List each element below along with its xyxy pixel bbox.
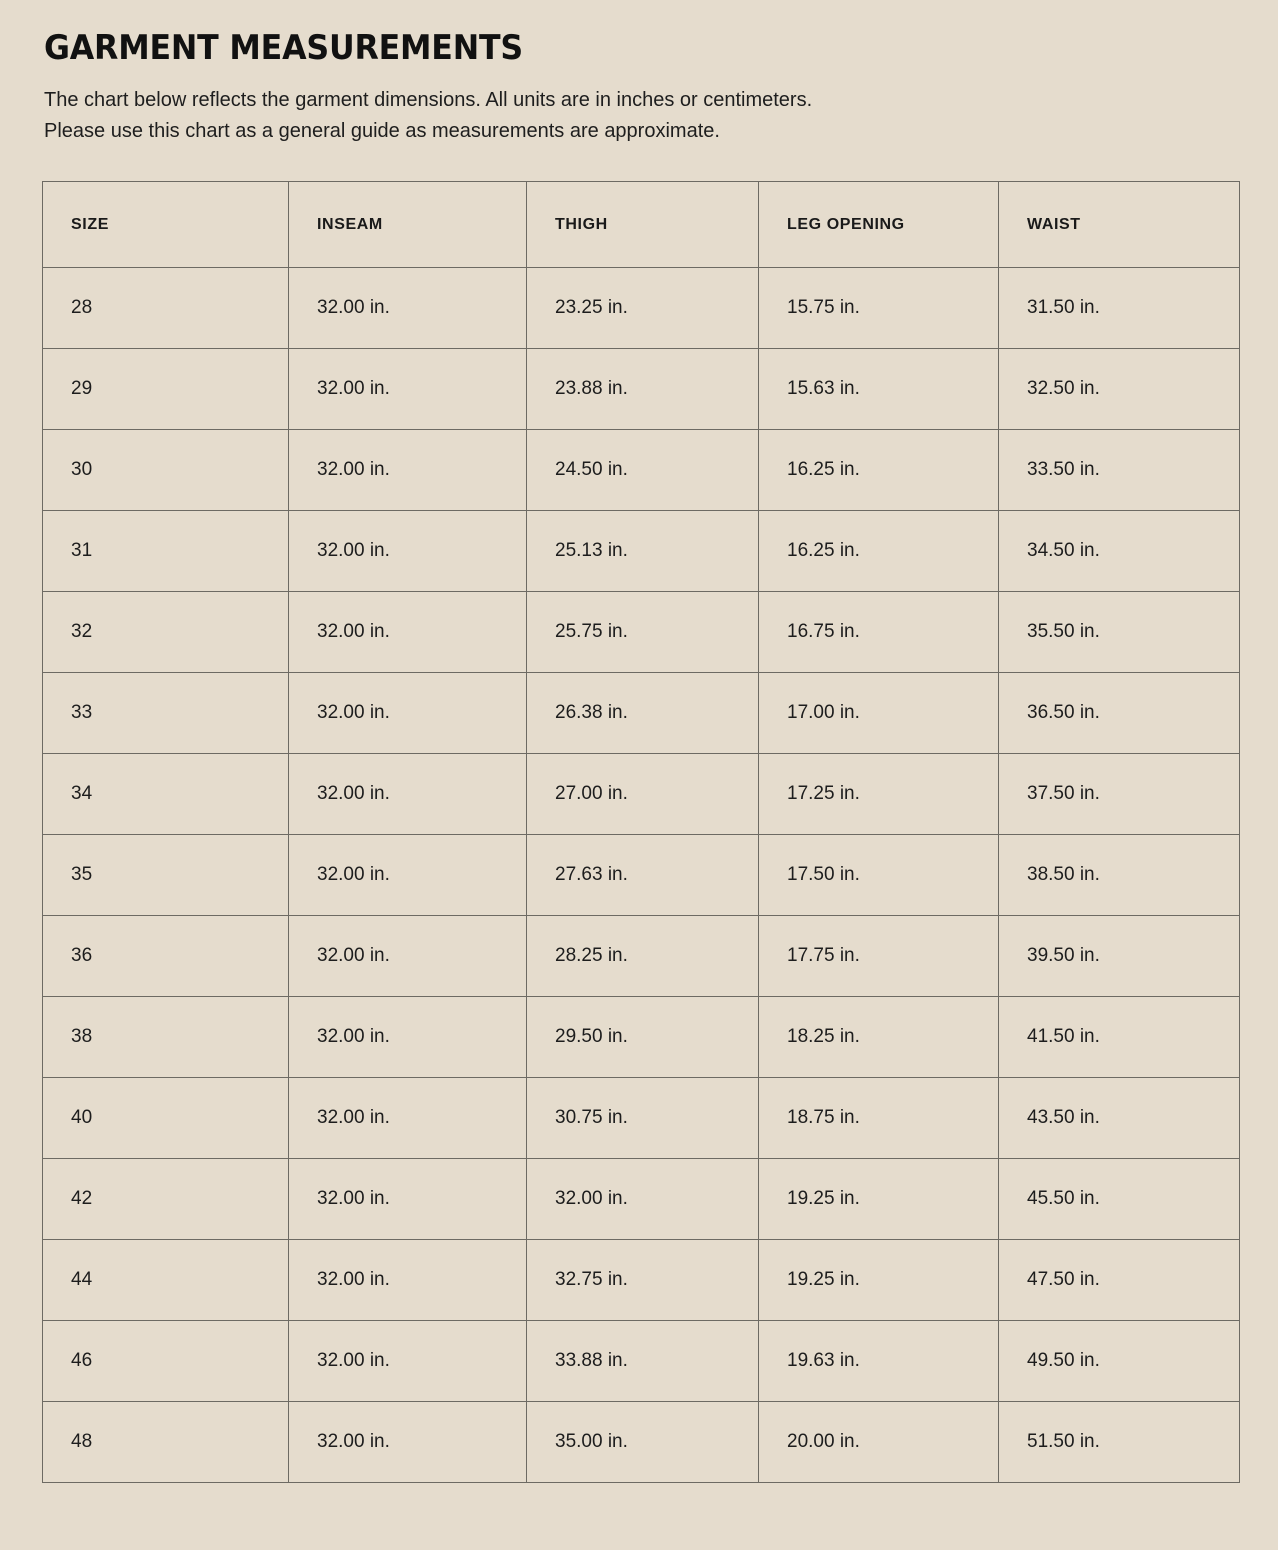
cell-leg-opening: 19.25 in. xyxy=(759,1159,999,1240)
table-header xyxy=(43,182,1240,268)
table-row xyxy=(43,1240,1240,1321)
cell-size: 29 xyxy=(43,349,289,430)
cell-inseam: 32.00 in. xyxy=(289,754,527,835)
table-row xyxy=(43,1078,1240,1159)
intro-text xyxy=(44,85,1174,147)
cell-inseam: 32.00 in. xyxy=(289,430,527,511)
cell-waist: 38.50 in. xyxy=(999,835,1240,916)
cell-leg-opening: 16.75 in. xyxy=(759,592,999,673)
intro-line-2: Please use this chart as a general guide as measurements are approximate. xyxy=(44,120,720,143)
cell-leg-opening: 18.25 in. xyxy=(759,997,999,1078)
page-title: GARMENT MEASUREMENTS xyxy=(44,28,523,68)
cell-size: 34 xyxy=(43,754,289,835)
cell-waist: 45.50 in. xyxy=(999,1159,1240,1240)
cell-waist: 36.50 in. xyxy=(999,673,1240,754)
table-row xyxy=(43,835,1240,916)
cell-thigh: 23.88 in. xyxy=(527,349,759,430)
cell-size: 32 xyxy=(43,592,289,673)
cell-waist: 35.50 in. xyxy=(999,592,1240,673)
cell-leg-opening: 18.75 in. xyxy=(759,1078,999,1159)
cell-leg-opening: 16.25 in. xyxy=(759,430,999,511)
cell-size: 44 xyxy=(43,1240,289,1321)
cell-waist: 41.50 in. xyxy=(999,997,1240,1078)
cell-waist: 51.50 in. xyxy=(999,1402,1240,1483)
cell-thigh: 33.88 in. xyxy=(527,1321,759,1402)
table-row xyxy=(43,268,1240,349)
cell-thigh: 35.00 in. xyxy=(527,1402,759,1483)
cell-inseam: 32.00 in. xyxy=(289,916,527,997)
cell-leg-opening: 16.25 in. xyxy=(759,511,999,592)
cell-waist: 34.50 in. xyxy=(999,511,1240,592)
cell-thigh: 32.75 in. xyxy=(527,1240,759,1321)
cell-waist: 37.50 in. xyxy=(999,754,1240,835)
cell-thigh: 27.00 in. xyxy=(527,754,759,835)
cell-inseam: 32.00 in. xyxy=(289,1159,527,1240)
cell-leg-opening: 17.25 in. xyxy=(759,754,999,835)
cell-inseam: 32.00 in. xyxy=(289,835,527,916)
cell-size: 42 xyxy=(43,1159,289,1240)
cell-inseam: 32.00 in. xyxy=(289,268,527,349)
cell-inseam: 32.00 in. xyxy=(289,997,527,1078)
table-row xyxy=(43,673,1240,754)
table-body xyxy=(43,268,1240,1483)
cell-size: 36 xyxy=(43,916,289,997)
cell-waist: 49.50 in. xyxy=(999,1321,1240,1402)
table-row xyxy=(43,430,1240,511)
cell-waist: 33.50 in. xyxy=(999,430,1240,511)
cell-waist: 43.50 in. xyxy=(999,1078,1240,1159)
cell-size: 35 xyxy=(43,835,289,916)
table-row xyxy=(43,1402,1240,1483)
cell-thigh: 28.25 in. xyxy=(527,916,759,997)
table-row xyxy=(43,1159,1240,1240)
column-header-waist: WAIST xyxy=(999,182,1240,268)
table-row xyxy=(43,916,1240,997)
cell-waist: 47.50 in. xyxy=(999,1240,1240,1321)
column-header-size: SIZE xyxy=(43,182,289,268)
table-row xyxy=(43,754,1240,835)
cell-size: 48 xyxy=(43,1402,289,1483)
cell-leg-opening: 19.25 in. xyxy=(759,1240,999,1321)
cell-inseam: 32.00 in. xyxy=(289,1402,527,1483)
cell-size: 40 xyxy=(43,1078,289,1159)
cell-thigh: 25.13 in. xyxy=(527,511,759,592)
cell-size: 33 xyxy=(43,673,289,754)
column-header-thigh: THIGH xyxy=(527,182,759,268)
cell-leg-opening: 17.75 in. xyxy=(759,916,999,997)
cell-leg-opening: 17.00 in. xyxy=(759,673,999,754)
measurements-table xyxy=(42,181,1240,1483)
cell-inseam: 32.00 in. xyxy=(289,511,527,592)
cell-inseam: 32.00 in. xyxy=(289,1240,527,1321)
cell-size: 38 xyxy=(43,997,289,1078)
table-row xyxy=(43,997,1240,1078)
cell-thigh: 27.63 in. xyxy=(527,835,759,916)
table-header-row xyxy=(43,182,1240,268)
column-header-inseam: INSEAM xyxy=(289,182,527,268)
cell-size: 28 xyxy=(43,268,289,349)
cell-thigh: 23.25 in. xyxy=(527,268,759,349)
cell-thigh: 29.50 in. xyxy=(527,997,759,1078)
cell-inseam: 32.00 in. xyxy=(289,1078,527,1159)
cell-inseam: 32.00 in. xyxy=(289,349,527,430)
cell-size: 46 xyxy=(43,1321,289,1402)
cell-leg-opening: 17.50 in. xyxy=(759,835,999,916)
cell-waist: 39.50 in. xyxy=(999,916,1240,997)
cell-thigh: 32.00 in. xyxy=(527,1159,759,1240)
cell-inseam: 32.00 in. xyxy=(289,1321,527,1402)
table-row xyxy=(43,349,1240,430)
table-row xyxy=(43,592,1240,673)
cell-thigh: 30.75 in. xyxy=(527,1078,759,1159)
cell-thigh: 26.38 in. xyxy=(527,673,759,754)
cell-leg-opening: 15.75 in. xyxy=(759,268,999,349)
cell-size: 30 xyxy=(43,430,289,511)
cell-waist: 31.50 in. xyxy=(999,268,1240,349)
cell-leg-opening: 19.63 in. xyxy=(759,1321,999,1402)
cell-waist: 32.50 in. xyxy=(999,349,1240,430)
table-row xyxy=(43,1321,1240,1402)
cell-thigh: 24.50 in. xyxy=(527,430,759,511)
cell-inseam: 32.00 in. xyxy=(289,592,527,673)
cell-leg-opening: 15.63 in. xyxy=(759,349,999,430)
cell-thigh: 25.75 in. xyxy=(527,592,759,673)
column-header-leg-opening: LEG OPENING xyxy=(759,182,999,268)
intro-line-1: The chart below reflects the garment dimensions. All units are in inches or centimeters. xyxy=(44,89,813,112)
cell-inseam: 32.00 in. xyxy=(289,673,527,754)
cell-leg-opening: 20.00 in. xyxy=(759,1402,999,1483)
cell-size: 31 xyxy=(43,511,289,592)
table-row xyxy=(43,511,1240,592)
